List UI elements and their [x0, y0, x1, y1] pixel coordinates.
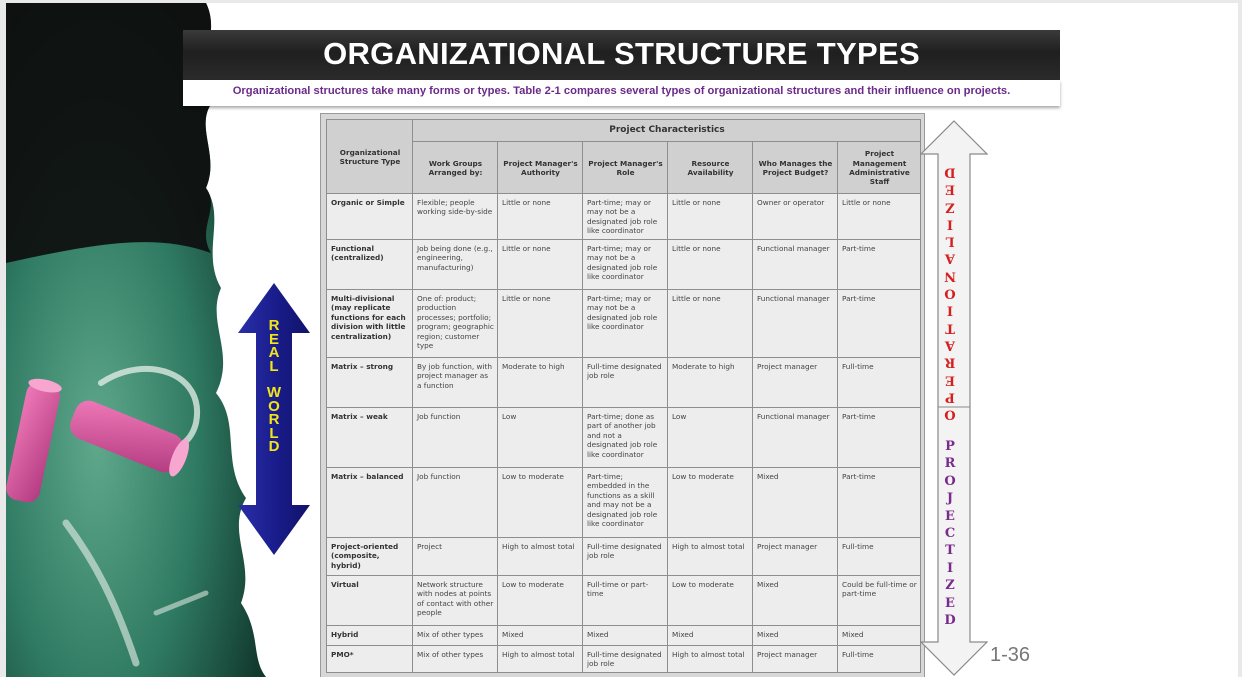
table-row: [327, 239, 921, 289]
operationalized-letter: E: [945, 181, 955, 197]
table-cell: Low: [668, 407, 753, 467]
table-row: [327, 625, 921, 645]
operationalized-letter: R: [944, 354, 956, 370]
table-cell: Moderate to high: [668, 357, 753, 407]
table-cell: Job function: [413, 407, 498, 467]
table-row: [327, 537, 921, 575]
column-header: Project Manager's Role: [583, 142, 668, 194]
table-cell: Part-time; may or may not be a designated job role like coordinator: [583, 194, 668, 240]
table-cell: Low to moderate: [498, 575, 583, 625]
table-cell: Job being done (e.g., engineering, manufacturing): [413, 239, 498, 289]
row-header-cell: Hybrid: [327, 625, 413, 645]
page-subtitle: Organizational structures take many forms or types. Table 2-1 compares several types of organizational structures and their influence on projects.: [232, 85, 1011, 97]
table-row: [327, 645, 921, 672]
table-cell: Mix of other types: [413, 625, 498, 645]
table-cell: High to almost total: [668, 537, 753, 575]
real-label: R E A L: [268, 317, 280, 375]
slide-number: 1-36: [990, 644, 1031, 666]
table-cell: One of: product; production processes; portfolio; program; geographic region; customer type: [413, 289, 498, 357]
column-header: Project Manager's Authority: [498, 142, 583, 194]
table-body: [327, 194, 921, 673]
table-cell: Part-time; embedded in the functions as a skill and may not be a designated job role like coordinator: [583, 467, 668, 537]
table-cell: Full-time: [838, 357, 921, 407]
table-cell: Part-time: [838, 407, 921, 467]
row-header-cell: Matrix – weak: [327, 407, 413, 467]
projectized-letter: T: [945, 543, 955, 559]
table-cell: Little or none: [498, 194, 583, 240]
table-cell: Full-time designated job role: [583, 537, 668, 575]
column-header: Work Groups Arranged by:: [413, 142, 498, 194]
table-cell: By job function, with project manager as a function: [413, 357, 498, 407]
row-header-cell: Virtual: [327, 575, 413, 625]
table-cell: Part-time: [838, 467, 921, 537]
projectized-letter: E: [945, 508, 955, 524]
table-cell: High to almost total: [668, 645, 753, 672]
table-cell: Flexible; people working side-by-side: [413, 194, 498, 240]
table-cell: Part-time; may or may not be a designated job role like coordinator: [583, 289, 668, 357]
table-cell: Mixed: [668, 625, 753, 645]
projectized-label: [938, 438, 962, 629]
table-cell: Mixed: [498, 625, 583, 645]
table-cell: Full-time designated job role: [583, 645, 668, 672]
row-header-cell: Multi-divisional (may replicate functions for each division with little centralization): [327, 289, 413, 357]
table-cell: Network structure with nodes at points of contact with other people: [413, 575, 498, 625]
table-cell: Moderate to high: [498, 357, 583, 407]
table-cell: Mixed: [838, 625, 921, 645]
operationalized-letter: Z: [945, 198, 955, 214]
projectized-letter: Z: [945, 578, 955, 594]
slide: [6, 3, 1238, 677]
operationalized-letter: L: [945, 233, 955, 249]
table-cell: Mixed: [753, 575, 838, 625]
table-cell: Little or none: [668, 239, 753, 289]
projectized-letter: C: [944, 526, 956, 542]
table-cell: Low to moderate: [498, 467, 583, 537]
table-cell: Part-time; done as part of another job and not a designated job role like coordinator: [583, 407, 668, 467]
table-cell: Functional manager: [753, 239, 838, 289]
title-bar: [183, 30, 1060, 80]
real-world-label: [238, 319, 310, 454]
column-header: Resource Availability: [668, 142, 753, 194]
row-header-cell: Project-oriented (composite, hybrid): [327, 537, 413, 575]
table-cell: Little or none: [668, 289, 753, 357]
table-cell: Little or none: [498, 289, 583, 357]
table-cell: High to almost total: [498, 537, 583, 575]
table-row: [327, 194, 921, 240]
group-header: Project Characteristics: [413, 120, 921, 142]
table-cell: Project: [413, 537, 498, 575]
table-cell: Low to moderate: [668, 467, 753, 537]
row-header-cell: Functional (centralized): [327, 239, 413, 289]
table-cell: Mixed: [753, 625, 838, 645]
table-cell: Part-time; may or may not be a designated job role like coordinator: [583, 239, 668, 289]
operationalized-letter: O: [944, 285, 956, 301]
table-cell: Mixed: [753, 467, 838, 537]
table-row: [327, 407, 921, 467]
operationalized-letter: I: [946, 216, 954, 232]
projectized-letter: D: [944, 613, 956, 629]
row-header-cell: Organic or Simple: [327, 194, 413, 240]
table-row: [327, 575, 921, 625]
table-cell: Full-time: [838, 645, 921, 672]
projectized-letter: I: [946, 560, 954, 576]
subtitle-band: [183, 80, 1060, 106]
table-cell: Job function: [413, 467, 498, 537]
column-header: Organizational Structure Type: [327, 120, 413, 194]
operationalized-letter: E: [945, 371, 955, 387]
projectized-letter: P: [945, 439, 955, 454]
operationalized-letter: I: [946, 302, 954, 318]
table-image: [320, 113, 925, 677]
column-header: Project Management Administrative Staff: [838, 142, 921, 194]
projectized-letter: E: [945, 595, 955, 611]
row-header-cell: PMO*: [327, 645, 413, 672]
table-cell: Full-time: [838, 537, 921, 575]
table-cell: Mixed: [583, 625, 668, 645]
table-cell: Part-time: [838, 289, 921, 357]
operationalized-label: [938, 163, 962, 422]
real-world-arrow: [238, 283, 310, 555]
operationalized-letter: T: [945, 319, 955, 335]
row-header-cell: Matrix – balanced: [327, 467, 413, 537]
table-cell: Could be full-time or part-time: [838, 575, 921, 625]
table-cell: Little or none: [498, 239, 583, 289]
table-cell: Low: [498, 407, 583, 467]
table-cell: Project manager: [753, 357, 838, 407]
operationalized-letter: D: [944, 164, 956, 180]
table-row: [327, 467, 921, 537]
page-title: ORGANIZATIONAL STRUCTURE TYPES: [323, 36, 920, 71]
world-label: W O R L D: [266, 384, 282, 455]
operationalized-letter: A: [944, 337, 956, 353]
structure-types-table: [326, 119, 921, 673]
table-cell: Full-time or part-time: [583, 575, 668, 625]
table-cell: Part-time: [838, 239, 921, 289]
table-cell: Functional manager: [753, 407, 838, 467]
table-cell: Full-time designated job role: [583, 357, 668, 407]
table-cell: Owner or operator: [753, 194, 838, 240]
operationalized-letter: N: [944, 268, 956, 284]
table-cell: High to almost total: [498, 645, 583, 672]
projectized-letter: R: [944, 456, 956, 472]
column-header: Who Manages the Project Budget?: [753, 142, 838, 194]
operationalized-letter: A: [944, 250, 956, 266]
table-cell: Project manager: [753, 645, 838, 672]
table-row: [327, 357, 921, 407]
projectized-letter: J: [946, 491, 954, 507]
operationalized-letter: O: [944, 406, 956, 422]
table-row: [327, 289, 921, 357]
table-cell: Functional manager: [753, 289, 838, 357]
row-header-cell: Matrix – strong: [327, 357, 413, 407]
table-cell: Little or none: [838, 194, 921, 240]
table-cell: Project manager: [753, 537, 838, 575]
operationalized-letter: P: [945, 389, 955, 405]
table-cell: Mix of other types: [413, 645, 498, 672]
projectized-letter: O: [944, 473, 956, 489]
table-cell: Low to moderate: [668, 575, 753, 625]
table-cell: Little or none: [668, 194, 753, 240]
